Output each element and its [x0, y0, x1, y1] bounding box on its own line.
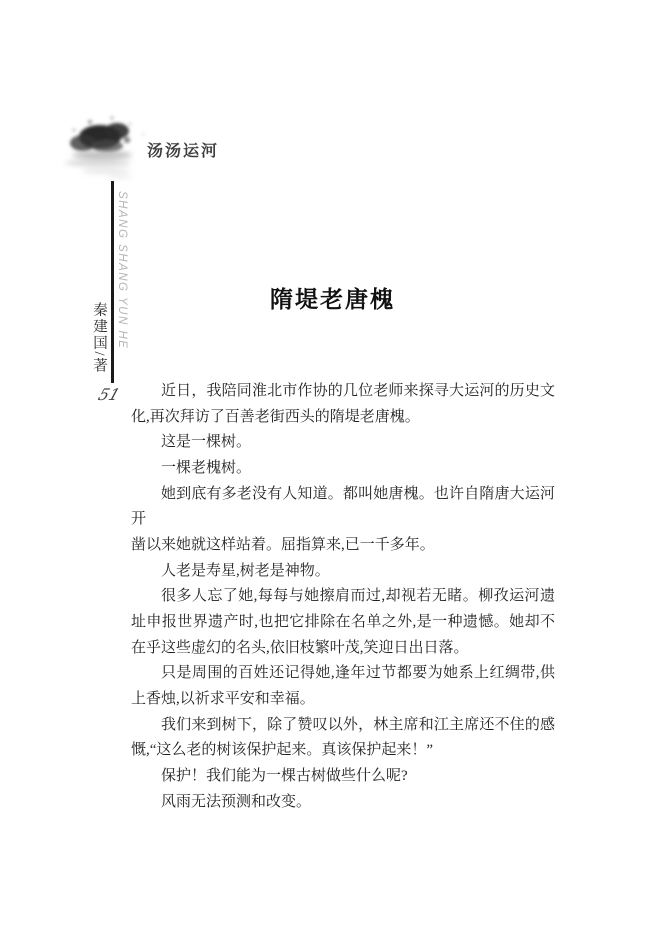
article-title: 隋堤老唐槐	[270, 287, 395, 313]
text-line: 她到底有多老没有人知道。都叫她唐槐。也许自隋唐大运河开	[131, 485, 555, 528]
text-line: 凿以来她就这样站着。屈指算来,已一千多年。	[131, 536, 435, 553]
text-line: 只是周围的百姓还记得她,逢年过节都要为她系上红绸带,供	[161, 665, 555, 682]
author-vertical-label: 秦建国/著	[91, 302, 107, 375]
paragraph	[131, 764, 555, 790]
text-line: 这是一棵树。	[161, 434, 252, 451]
text-line: 保护！我们能为一棵古树做些什么呢?	[161, 767, 408, 784]
series-title: 汤汤运河	[147, 143, 220, 160]
paragraph	[131, 661, 555, 712]
text-line: 近日，我陪同淮北市作协的几位老师来探寻大运河的历史文	[161, 383, 555, 399]
text-line: 慨,“这么老的树该保护起来。真该保护起来！”	[131, 742, 434, 759]
paragraph	[131, 713, 555, 764]
paragraph	[131, 430, 555, 456]
article-body	[131, 379, 555, 815]
ink-wash-logo-icon	[60, 110, 160, 182]
paragraph	[131, 559, 555, 585]
paragraph	[131, 790, 555, 816]
text-line: 址申报世界遗产时,也把它排除在名单之外,是一种遗憾。她却不	[131, 613, 555, 630]
text-line: 化,再次拜访了百善老街西头的隋堤老唐槐。	[131, 408, 420, 425]
paragraph	[131, 379, 555, 430]
text-line: 很多人忘了她,每每与她擦肩而过,却视若无睹。柳孜运河遗	[161, 588, 555, 605]
page-number: 51	[95, 385, 123, 404]
text-line: 风雨无法预测和改变。	[161, 793, 312, 810]
paragraph	[131, 584, 555, 661]
text-line: 人老是寿星,树老是神物。	[161, 562, 330, 579]
text-line: 我们来到树下，除了赞叹以外，林主席和江主席还不住的感	[161, 716, 555, 733]
text-line: 上香烛,以祈求平安和幸福。	[131, 690, 315, 707]
text-line: 在乎这些虚幻的名头,依旧枝繁叶茂,笑迎日出日落。	[131, 639, 469, 656]
text-line: 一棵老槐树。	[161, 459, 252, 476]
paragraph	[131, 482, 555, 559]
paragraph	[131, 456, 555, 482]
series-title-romanized: SHANG SHANG YUN HE	[116, 191, 128, 350]
